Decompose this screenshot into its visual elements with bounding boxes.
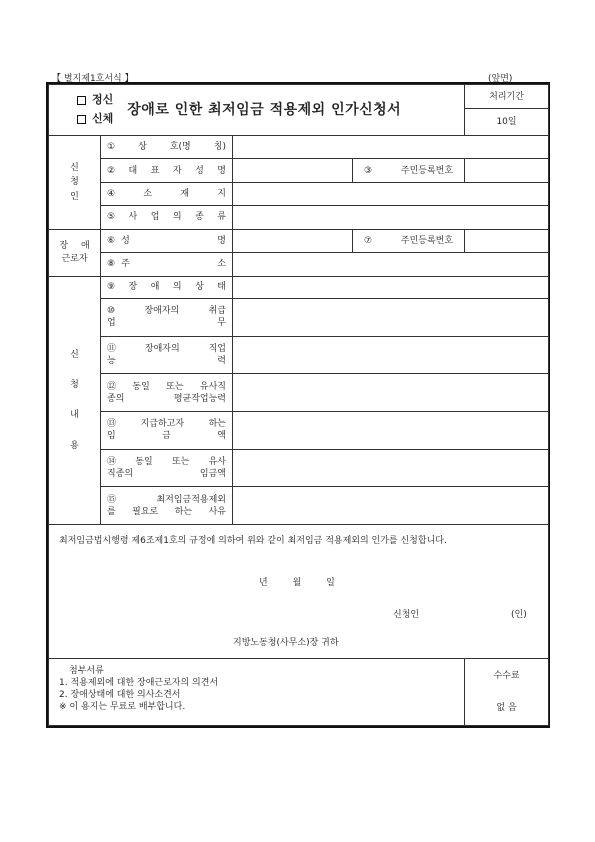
field-worker-name[interactable] bbox=[233, 229, 353, 252]
section-char: 근로자 bbox=[61, 253, 88, 264]
field-worker-address[interactable] bbox=[233, 253, 549, 276]
type-options bbox=[77, 93, 113, 127]
item-number: ⑫ bbox=[107, 381, 117, 392]
label-word: 직업 bbox=[208, 343, 226, 354]
section-char: 애 bbox=[80, 241, 90, 252]
label-word: 필요로 bbox=[132, 506, 159, 517]
attachments-title: 첨부서류 bbox=[69, 665, 104, 676]
label-char: 태 bbox=[217, 282, 226, 293]
item-number: ① bbox=[107, 142, 116, 153]
label-worker-name bbox=[101, 229, 233, 252]
label-char: 사 bbox=[128, 212, 138, 223]
fee-block bbox=[465, 658, 549, 725]
label-word: 업 bbox=[107, 318, 116, 329]
label-char: 재 bbox=[180, 188, 190, 199]
label-word: 력 bbox=[217, 356, 226, 367]
field-average-ability[interactable] bbox=[233, 374, 549, 412]
label-word: 장애자의 bbox=[144, 343, 180, 354]
label-worker-rrn bbox=[353, 229, 465, 252]
label-word: 지급하고자 bbox=[140, 419, 185, 430]
label-char: 표 bbox=[150, 165, 160, 176]
label-word: 직종의 bbox=[107, 469, 134, 480]
label-worker-address bbox=[101, 253, 233, 276]
label-word: 동일 bbox=[135, 456, 153, 467]
label-char: 성 bbox=[121, 235, 130, 246]
label-word: 하는 bbox=[208, 419, 226, 430]
label-word: 장애자의 bbox=[144, 306, 180, 317]
fee-value: 없 음 bbox=[496, 702, 517, 713]
label-word: 사유 bbox=[208, 506, 226, 517]
label-word: 를 bbox=[107, 506, 116, 517]
label-char: 애 bbox=[150, 282, 160, 293]
attachment-note: ※ 이 용지는 무료로 배부합니다. bbox=[59, 702, 186, 713]
section-char: 내 bbox=[70, 410, 79, 421]
label-char: 지 bbox=[217, 188, 226, 199]
label-char: 명 bbox=[217, 165, 226, 176]
attachment-item: 2. 장애상태에 대한 의사소견서 bbox=[59, 689, 181, 700]
label-char: 의 bbox=[172, 212, 182, 223]
field-applicant-rrn[interactable] bbox=[465, 159, 549, 182]
rrn-label: 주민등록번호 bbox=[400, 235, 454, 246]
form-table bbox=[48, 84, 549, 726]
item-number: ⑩ bbox=[107, 306, 116, 317]
section-application bbox=[49, 276, 101, 525]
section-char: 청 bbox=[70, 380, 79, 391]
section-char: 인 bbox=[70, 191, 79, 202]
attachment-item: 1. 적용제외에 대한 장애근로자의 의견서 bbox=[59, 677, 219, 688]
section-applicant bbox=[49, 135, 101, 229]
processing-period-value: 10일 bbox=[465, 109, 549, 135]
label-business-name bbox=[101, 135, 233, 158]
label-location bbox=[101, 182, 233, 205]
label-word: 취급 bbox=[208, 306, 226, 317]
label-word: 유사직 bbox=[199, 381, 226, 392]
label-char: 장 bbox=[128, 282, 138, 293]
field-business-name[interactable] bbox=[233, 135, 549, 158]
label-word: 무 bbox=[217, 318, 226, 329]
option-physical[interactable] bbox=[77, 112, 113, 127]
item-number: ⑪ bbox=[107, 343, 117, 354]
label-char: 상 bbox=[138, 142, 147, 153]
option-mental[interactable] bbox=[77, 93, 113, 108]
label-char: 자 bbox=[172, 165, 182, 176]
addressee: 지방노동청(사무소)장 귀하 bbox=[233, 638, 339, 649]
application-date[interactable]: 년 월 일 bbox=[259, 578, 335, 589]
label-word: 동일 bbox=[132, 381, 150, 392]
label-duties bbox=[101, 298, 233, 336]
item-number: ② bbox=[107, 165, 116, 176]
section-char: 용 bbox=[70, 440, 79, 451]
page-side: (앞면) bbox=[488, 74, 513, 84]
field-similar-wage[interactable] bbox=[233, 449, 549, 487]
item-number: ⑧ bbox=[107, 259, 116, 270]
label-word: 평균작업능력 bbox=[173, 393, 226, 404]
field-work-ability[interactable] bbox=[233, 336, 549, 374]
label-char: 류 bbox=[217, 212, 226, 223]
field-representative[interactable] bbox=[233, 159, 353, 182]
application-form bbox=[46, 82, 550, 728]
label-word: 능 bbox=[107, 356, 116, 367]
label-char: 주 bbox=[121, 259, 130, 270]
label-word: 임금액 bbox=[199, 469, 226, 480]
label-char: 성 bbox=[195, 165, 204, 176]
label-char: 업 bbox=[150, 212, 160, 223]
declaration-text: 최저임금법시행령 제6조제1호의 규정에 의하여 위와 같이 최저임금 적용제외의 인가를 신청합니다. bbox=[59, 536, 447, 547]
field-business-type[interactable] bbox=[233, 206, 549, 229]
label-intended-wage bbox=[101, 412, 233, 450]
section-char: 신 bbox=[70, 350, 79, 361]
label-word: 하는 bbox=[174, 506, 193, 517]
label-exemption-reason bbox=[101, 487, 233, 525]
label-char: 종 bbox=[195, 212, 204, 223]
label-word: 금 bbox=[162, 431, 171, 442]
fee-label: 수수료 bbox=[493, 670, 520, 681]
item-number: ⑬ bbox=[107, 419, 117, 430]
label-word: 종의 bbox=[107, 393, 125, 404]
section-char: 청 bbox=[70, 177, 79, 188]
processing-period-label: 처리기간 bbox=[465, 85, 549, 109]
field-location[interactable] bbox=[233, 182, 549, 205]
section-worker bbox=[49, 229, 101, 276]
label-word: 최저임금적용제외 bbox=[156, 494, 226, 505]
item-number: ⑭ bbox=[107, 456, 117, 467]
rrn-label: 주민등록번호 bbox=[400, 165, 454, 176]
checkbox-icon[interactable] bbox=[77, 96, 86, 105]
label-representative bbox=[101, 159, 233, 182]
checkbox-icon[interactable] bbox=[77, 115, 86, 124]
label-applicant-rrn bbox=[353, 159, 465, 182]
item-number: ⑦ bbox=[363, 235, 373, 246]
label-business-type bbox=[101, 206, 233, 229]
field-exemption-reason[interactable] bbox=[233, 487, 549, 525]
label-word: 또는 bbox=[166, 381, 184, 392]
section-char: 신 bbox=[70, 162, 79, 173]
label-char: 호(명 bbox=[169, 142, 191, 153]
field-disability-status[interactable] bbox=[233, 276, 549, 298]
option-physical-label: 신체 bbox=[92, 111, 114, 125]
label-char: 의 bbox=[172, 282, 182, 293]
label-char: 명 bbox=[217, 235, 226, 246]
option-mental-label: 정신 bbox=[92, 93, 114, 107]
section-char: 장 bbox=[59, 241, 69, 252]
label-word: 임 bbox=[107, 431, 116, 442]
item-number: ⑥ bbox=[107, 235, 116, 246]
form-title: 장애로 인한 최저임금 적용제외 인가신청서 bbox=[127, 101, 402, 118]
declaration-block bbox=[49, 525, 549, 658]
label-char: 소 bbox=[217, 259, 226, 270]
attachments-block bbox=[49, 658, 465, 725]
form-number: 【 별지제1호서식 】 bbox=[52, 74, 134, 84]
label-char: 상 bbox=[195, 282, 204, 293]
item-number: ⑤ bbox=[107, 212, 116, 223]
label-word: 액 bbox=[217, 431, 226, 442]
label-char: 소 bbox=[143, 188, 153, 199]
field-worker-rrn[interactable] bbox=[465, 229, 549, 252]
label-word: 유사 bbox=[208, 456, 226, 467]
item-number: ④ bbox=[107, 188, 116, 199]
label-char: 칭) bbox=[213, 142, 226, 153]
item-number: ③ bbox=[363, 165, 373, 176]
applicant-signature-label: 신청인 bbox=[393, 610, 420, 621]
seal-mark: (인) bbox=[511, 610, 527, 621]
item-number: ⑮ bbox=[107, 494, 117, 505]
field-duties[interactable] bbox=[233, 298, 549, 336]
label-work-ability bbox=[101, 336, 233, 374]
item-number: ⑨ bbox=[107, 282, 116, 293]
field-intended-wage[interactable] bbox=[233, 412, 549, 450]
label-disability-status bbox=[101, 276, 233, 298]
label-word: 또는 bbox=[171, 456, 190, 467]
title-cell bbox=[49, 85, 465, 136]
label-similar-wage bbox=[101, 449, 233, 487]
label-average-ability bbox=[101, 374, 233, 412]
label-char: 대 bbox=[128, 165, 138, 176]
